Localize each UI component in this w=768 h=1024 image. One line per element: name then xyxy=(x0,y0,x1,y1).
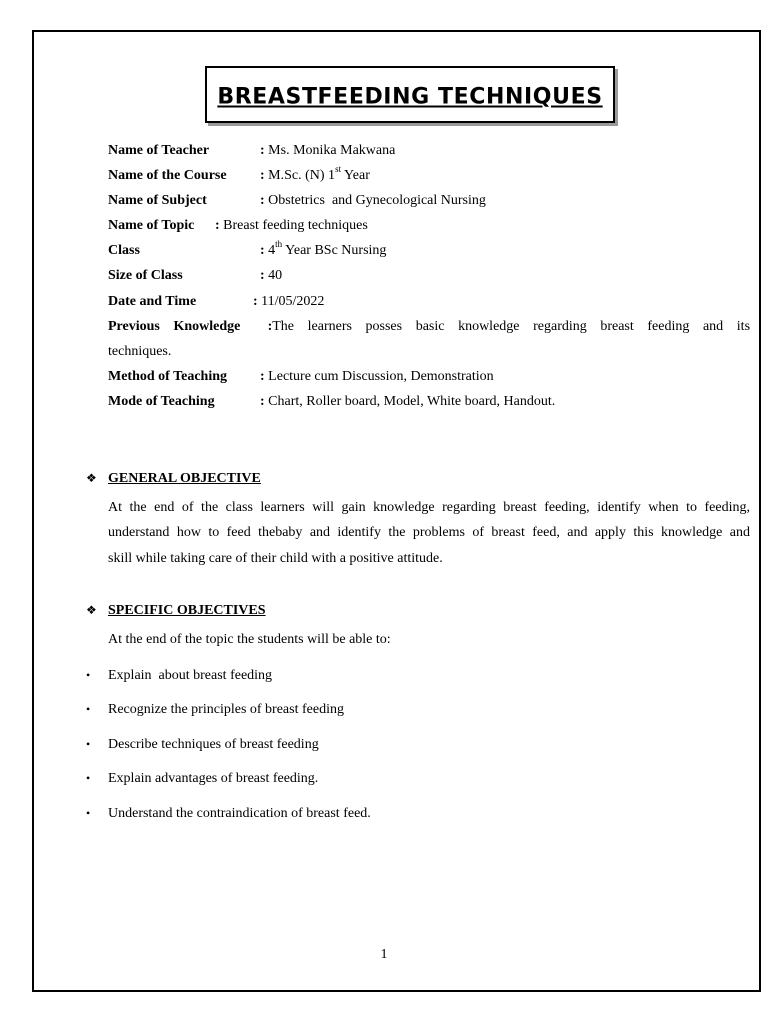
general-objective-line: skill while taking care of their child with a positive attitude. xyxy=(108,551,443,566)
info-label: Name of the Course xyxy=(108,168,227,183)
list-item: • Explain advantages of breast feeding. xyxy=(86,768,318,788)
info-label: Name of Teacher xyxy=(108,143,210,158)
list-item: • Recognize the principles of breast feeding xyxy=(86,699,344,719)
info-value: : 40 xyxy=(260,268,283,283)
info-value: : Obstetrics and Gynecological Nursing xyxy=(260,193,486,208)
page-number: 1 xyxy=(380,947,388,962)
info-value: : 11/05/2022 xyxy=(253,294,325,309)
bullet-icon: • xyxy=(86,737,91,751)
info-label: Class xyxy=(108,243,140,258)
info-row-previous-knowledge: Previous Knowledge :The learners posses basic knowledge regarding breast feeding and its xyxy=(108,319,751,334)
list-item: • Explain about breast feeding xyxy=(86,665,272,685)
title-box xyxy=(205,66,615,123)
info-label: Name of Topic xyxy=(108,218,195,233)
specific-objectives-intro: At the end of the topic the students will be able to: xyxy=(108,632,391,647)
info-value: : Chart, Roller board, Model, White board, Handout. xyxy=(260,394,556,409)
info-label: Name of Subject xyxy=(108,193,207,208)
general-objective-heading: ❖ GENERAL OBJECTIVE xyxy=(86,468,261,488)
info-label: Date and Time xyxy=(108,294,197,309)
list-item: • Describe techniques of breast feeding xyxy=(86,734,319,754)
info-value: : 4th Year BSc Nursing xyxy=(260,239,387,258)
info-value: : Lecture cum Discussion, Demonstration xyxy=(260,369,494,384)
bullet-icon: • xyxy=(86,771,91,785)
diamond-bullet-icon: ❖ xyxy=(86,471,97,485)
document-title: BREASTFEEDING TECHNIQUES xyxy=(217,84,603,110)
info-label: Size of Class xyxy=(108,268,183,283)
info-label: Mode of Teaching xyxy=(108,394,215,409)
bullet-icon: • xyxy=(86,806,91,820)
general-objective-line: understand how to feed thebaby and identify the problems of breast feed, and apply this knowledge and xyxy=(108,525,750,540)
general-objective-line: At the end of the class learners will gain knowledge regarding breast feeding, identify when to feeding, xyxy=(108,500,750,515)
bullet-icon: • xyxy=(86,702,91,716)
info-label: Method of Teaching xyxy=(108,369,228,384)
info-value: : M.Sc. (N) 1st Year xyxy=(260,164,370,183)
list-item: • Understand the contraindication of breast feed. xyxy=(86,803,371,823)
bullet-icon: • xyxy=(86,668,91,682)
info-value: : Breast feeding techniques xyxy=(215,218,368,233)
specific-objectives-heading: ❖ SPECIFIC OBJECTIVES xyxy=(86,600,266,620)
diamond-bullet-icon: ❖ xyxy=(86,603,97,617)
info-value: The learners posses basic knowledge regarding breast feeding and its xyxy=(272,319,751,334)
info-value: : Ms. Monika Makwana xyxy=(260,143,396,158)
info-label: Previous Knowledge xyxy=(108,319,241,334)
